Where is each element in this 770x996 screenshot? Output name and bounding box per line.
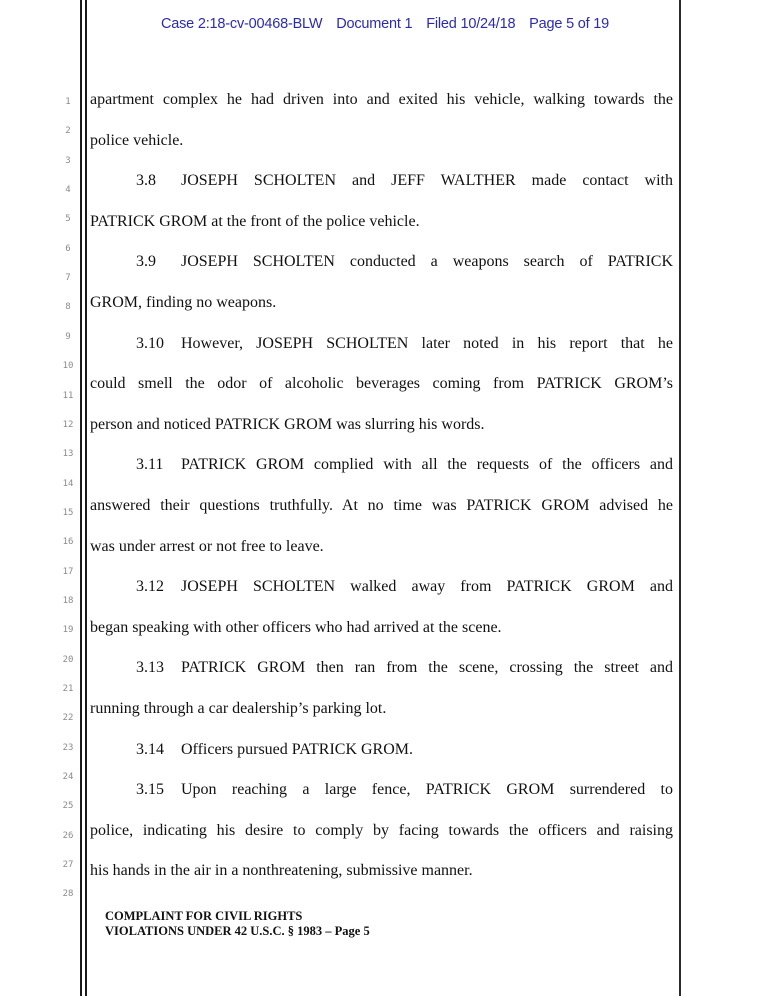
ecf-header xyxy=(0,16,770,32)
page-count: Page 5 of 19 xyxy=(529,16,610,32)
paragraph-first-line xyxy=(90,335,673,353)
paragraph-text: JOSEPH SCHOLTEN and JEFF WALTHER made contact with xyxy=(181,172,673,190)
paragraph-first-line xyxy=(90,781,673,799)
filed-date: Filed 10/24/18 xyxy=(426,16,516,32)
paragraph-first-line xyxy=(90,456,673,474)
text-line: apartment complex he had driven into and exited his vehicle, walking towards the xyxy=(90,91,673,108)
text-line: GROM, finding no weapons. xyxy=(90,294,277,311)
paragraph-number: 3.13 xyxy=(136,659,164,677)
text-line: person and noticed PATRICK GROM was slurring his words. xyxy=(90,415,485,433)
paragraph-text: Upon reaching a large fence, PATRICK GROM surrendered to xyxy=(181,781,673,799)
line-number: 12 xyxy=(62,419,74,430)
case-number: Case 2:18-cv-00468-BLW xyxy=(160,16,323,32)
text-line: his hands in the air in a nonthreatening, submissive manner. xyxy=(90,862,473,880)
line-number: 23 xyxy=(62,742,74,753)
paragraph-text: Officers pursued PATRICK GROM. xyxy=(181,740,413,758)
paragraph-first-line xyxy=(90,659,673,677)
paragraph-text: JOSEPH SCHOLTEN walked away from PATRICK GROM and xyxy=(181,578,673,596)
paragraph-number: 3.12 xyxy=(136,578,164,596)
line-number: 4 xyxy=(65,185,71,196)
text-line: PATRICK GROM at the front of the police vehicle. xyxy=(90,212,420,230)
paragraph-first-line xyxy=(90,741,673,759)
text-line: began speaking with other officers who had arrived at the scene. xyxy=(90,618,502,636)
line-number: 13 xyxy=(62,449,74,460)
line-number: 8 xyxy=(65,302,71,313)
text-line: was under arrest or not free to leave. xyxy=(90,537,324,555)
paragraph-number: 3.8 xyxy=(136,172,156,190)
left-margin-rule-outer xyxy=(80,0,82,996)
paragraph-number: 3.10 xyxy=(136,334,164,352)
text-line: police vehicle. xyxy=(90,131,184,149)
line-number: 5 xyxy=(65,214,71,225)
paragraph-text: However, JOSEPH SCHOLTEN later noted in his report that he xyxy=(181,334,673,352)
line-number: 21 xyxy=(62,684,74,694)
right-margin-rule xyxy=(679,0,681,996)
paragraph-first-line xyxy=(90,253,673,271)
line-number: 20 xyxy=(62,654,74,665)
line-number: 1 xyxy=(65,97,71,107)
text-line: running through a car dealership’s parking lot. xyxy=(90,700,387,717)
line-number: 15 xyxy=(62,507,74,518)
paragraph-first-line xyxy=(90,578,673,596)
line-number: 14 xyxy=(62,478,74,489)
line-number: 26 xyxy=(62,830,74,841)
line-number: 19 xyxy=(62,625,74,636)
line-number: 9 xyxy=(65,331,71,342)
line-number: 2 xyxy=(65,126,71,137)
paragraph-number: 3.9 xyxy=(136,253,156,271)
line-number: 27 xyxy=(62,860,74,871)
line-number: 18 xyxy=(62,595,74,606)
document-number: Document 1 xyxy=(336,16,413,32)
line-number: 25 xyxy=(62,801,74,812)
line-number: 7 xyxy=(65,273,71,284)
line-number: 17 xyxy=(62,566,74,577)
footer-title-line1: COMPLAINT FOR CIVIL RIGHTS xyxy=(105,909,303,923)
text-line: police, indicating his desire to comply by facing towards the officers and raising xyxy=(90,821,673,839)
line-number: 10 xyxy=(62,361,74,372)
line-number: 11 xyxy=(62,390,74,401)
paragraph-number: 3.15 xyxy=(136,781,164,799)
paragraph-number: 3.14 xyxy=(136,740,164,758)
left-margin-rule-inner xyxy=(85,0,87,996)
paragraph-text: PATRICK GROM complied with all the requests of the officers and xyxy=(181,456,673,474)
paragraph-number: 3.11 xyxy=(136,456,164,474)
line-number: 3 xyxy=(65,155,71,166)
paragraph-text: JOSEPH SCHOLTEN conducted a weapons search of PATRICK xyxy=(181,253,673,271)
line-number: 22 xyxy=(62,713,74,724)
paragraph-text: PATRICK GROM then ran from the scene, crossing the street and xyxy=(181,659,673,677)
paragraph-first-line xyxy=(90,172,673,190)
text-line: could smell the odor of alcoholic beverages coming from PATRICK GROM’s xyxy=(90,375,673,393)
page-footer xyxy=(105,909,370,939)
line-number: 16 xyxy=(62,537,74,548)
footer-title-line2: VIOLATIONS UNDER 42 U.S.C. § 1983 – Page 5 xyxy=(105,924,370,938)
line-number: 28 xyxy=(62,889,74,900)
line-number: 24 xyxy=(62,772,74,783)
line-number: 6 xyxy=(65,243,71,254)
text-line: answered their questions truthfully. At no time was PATRICK GROM advised he xyxy=(90,497,673,514)
